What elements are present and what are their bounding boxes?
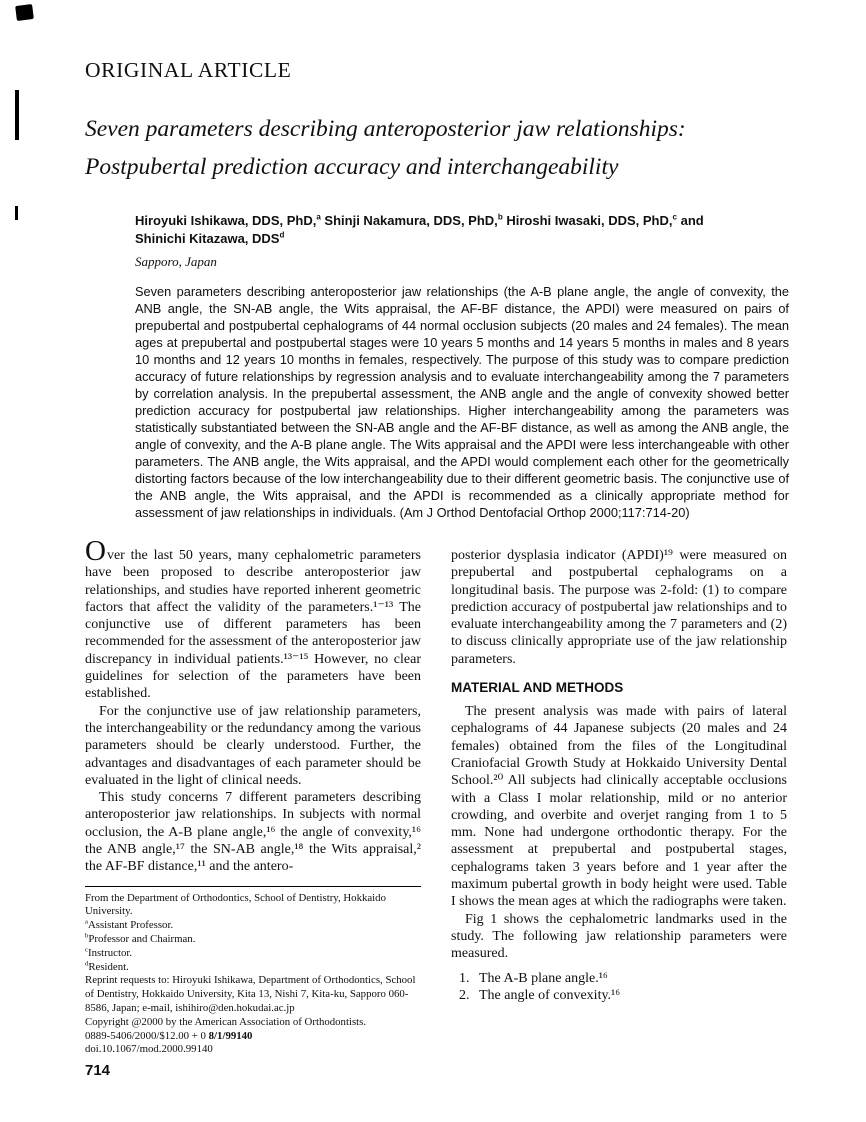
scan-artifact [15,4,34,21]
author-line-2 [135,230,787,248]
footnote-divider [85,886,421,887]
two-column-body [85,535,787,1057]
parameter-list [451,970,787,1005]
author-affiliation-superscript: d [279,230,285,240]
author-line-1 [135,212,787,230]
issn-code: 0889-5406/2000/$12.00 + 0 [85,1029,209,1042]
author-conjunction: and [677,213,704,228]
author-list [135,212,787,247]
footnote-copyright: Copyright @2000 by the American Association of Orthodontists. [85,1015,367,1028]
list-item [459,970,787,987]
body-paragraph: posterior dysplasia indicator (APDI)¹⁹ were measured on prepubertal and postpubertal cephalograms on a longitudinal basis. The purpose was 2-fold: (1) to compare prediction accuracy of postpubertal jaw relationships and to evaluate interchangeability among the 7 parameters and (2) to discuss clinically appropriate use of the jaw relationship parameters. [451,548,787,667]
body-paragraph: This study concerns 7 different parameters describing anteroposterior jaw relationships. In subjects with normal occlusion, the A-B plane angle,¹⁶ the angle of convexity,¹⁶ the ANB angle,¹⁷ the SN-AB angle,¹⁸ the Wits appraisal,² the AF-BF distance,¹¹ and the antero- [85,790,421,875]
paragraph-text: ver the last 50 years, many cephalometric parameters have been proposed to describe anteroposterior jaw relationships, and studies have reported inherent geometric factors that affect the validity of the parameters.¹⁻¹³ The conjunctive use of different parameters has been recommended for the assessment of the anteroposterior jaw discrepancy in individual patients.¹³⁻¹⁵ However, no clear guidelines for selection of the parameters have been established. [85,548,421,702]
list-item-number: 1. [459,970,470,986]
author-name: Hiroyuki Ishikawa, DDS, PhD, [135,213,317,228]
footnote-item [85,933,421,947]
footnote-item [85,919,421,933]
footnote-text: Assistant Professor. [87,919,174,932]
body-paragraph: For the conjunctive use of jaw relationship parameters, the interchangeability or the redundancy among the various parameters should be clearly understood. Further, the advantages and disadvantages of each parameter should be evaluated in the light of clinical needs. [85,703,421,788]
footnote-superscript: a [85,918,88,926]
footnote-text: Instructor. [87,946,133,959]
footnote-doi: doi.10.1067/mod.2000.99140 [85,1043,213,1056]
footnote-superscript: c [85,946,88,954]
footnote-text: Resident. [88,960,129,973]
article-title [85,110,787,186]
list-item-number: 2. [459,987,470,1003]
footnote-item [85,947,421,961]
body-paragraph: Fig 1 shows the cephalometric landmarks used in the study. The following jaw relationship parameters were measured. [451,911,787,962]
scan-artifact [15,206,18,220]
footnote-superscript: b [85,932,89,940]
scan-artifact [15,90,19,140]
author-name: Shinji Nakamura, DDS, PhD, [320,213,498,228]
footnote-block [85,892,421,1058]
footnote-reprint-request: Reprint requests to: Hiroyuki Ishikawa, Department of Orthodontics, School of Dentistry, Hokkaido University, Kita 13, Nishi 7, Kita-ku, Sapporo 060-8586, Japan; e-mail, ishihiro@den.hokudai.ac.jp [85,974,416,1015]
footnote-text: Professor and Chairman. [88,933,196,946]
author-affiliation-superscript: a [316,212,321,222]
article-title-line-2: Postpubertal prediction accuracy and interchangeability [85,154,619,180]
list-item-text: The A-B plane angle.¹⁶ [479,970,608,986]
article-type-heading: ORIGINAL ARTICLE [85,58,292,82]
footnote-issn [85,1030,421,1044]
author-affiliation-superscript: c [672,212,677,222]
article-title-line-1: Seven parameters describing anteroposterior jaw relationships: [85,116,686,142]
page-content [85,0,787,1057]
right-column [451,547,787,1057]
article-number: 8/1/99140 [208,1029,253,1042]
body-paragraph: The present analysis was made with pairs of lateral cephalograms of 44 Japanese subjects (20 males and 24 females) obtained from the files of the Longitudinal Craniofacial Growth Study at Hokkaido University Dental School.²⁰ All subjects had clinically acceptable occlusions with a Class I molar relationship, mild or no anterior crowding, and overbite and overjet ranging from 1 to 5 mm. None had undergone orthodontic therapy. For the assessment at prepubertal and postpubertal stages, cephalograms taken 3 years before and 1 year after the maximum pubertal growth in body height were used. Table I shows the mean ages at which the radiographs were taken. [451,704,787,910]
abstract-paragraph: Seven parameters describing anteroposterior jaw relationships (the A-B plane angle, the angle of convexity, the ANB angle, the SN-AB angle, the Wits appraisal, the AF-BF distance, the APDI) were measured on pairs of prepubertal and postpubertal cephalograms of 44 normal occlusion subjects (20 males and 24 females). The mean ages at prepubertal and postpubertal stages were 10 years 5 months and 14 years 5 months in males and 8 years 10 months and 12 years 10 months in females, respectively. The purpose of this study was to compare prediction accuracy of future relationships by regression analysis and to evaluate interchangeability among the 7 parameters by correlation analysis. In the prepubertal assessment, the ANB angle and the angle of convexity showed better prediction accuracy for postpubertal jaw relationships. Higher interchangeability among the parameters was statistically substantiated between the SN-AB angle and the AF-BF distance, as well as among the ANB angle, the angle of convexity, and the A-B plane angle. The Wits appraisal and the APDI were less interchangeable with other parameters. The ANB angle, the Wits appraisal, and the APDI would complement each other for the geometrically distorting factors because of the low interchangeability due to their different geometric basis. The conjunctive use of the ANB angle, the Wits appraisal, and the APDI is recommended as a clinically appropriate method for assessment of jaw relationships in individuals. (Am J Orthod Dentofacial Orthop 2000;117:714-20) [135,284,789,520]
byline-block [135,212,787,270]
author-name: Hiroshi Iwasaki, DDS, PhD, [502,213,673,228]
author-location: Sapporo, Japan [135,254,217,269]
author-affiliation-superscript: b [497,212,503,222]
footnote-superscript: d [85,960,89,968]
footnote-item [85,961,421,975]
list-item [459,987,787,1004]
author-name: Shinichi Kitazawa, DDS [135,230,280,246]
left-column [85,535,421,1057]
section-heading-material-and-methods: MATERIAL AND METHODS [451,680,624,696]
footnote-affiliation: From the Department of Orthodontics, School of Dentistry, Hokkaido University. [85,891,386,918]
list-item-text: The angle of convexity.¹⁶ [479,987,621,1003]
page-number: 714 [85,1062,111,1079]
body-paragraph [85,535,421,703]
initial-capital: O [85,535,106,567]
